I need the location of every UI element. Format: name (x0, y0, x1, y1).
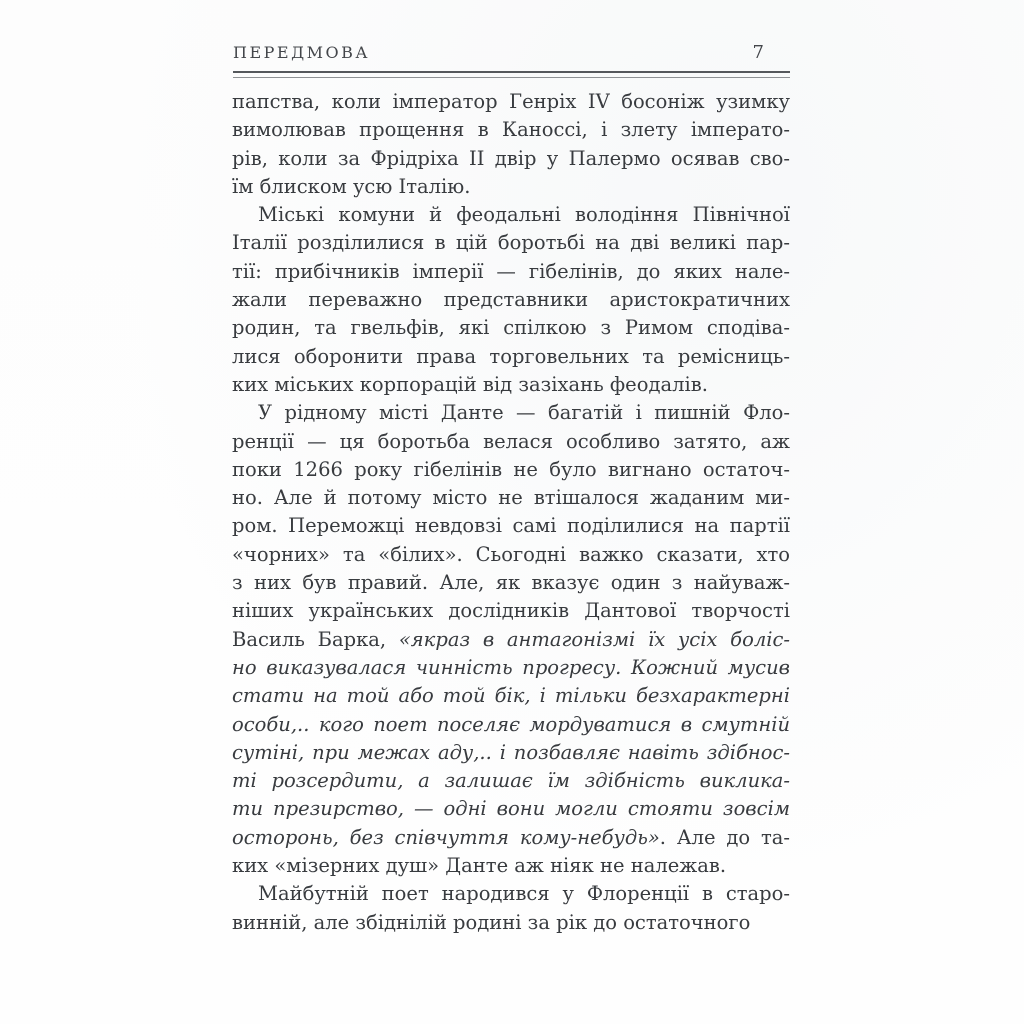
text-line (232, 428, 790, 456)
text-line (232, 399, 790, 427)
body-text: родин, та гвельфів, які спілкою з Римом сподіва- (232, 316, 790, 340)
paragraph (232, 880, 790, 937)
quote-text: ті розсердити, а залишає їм здібність виклика- (232, 769, 790, 793)
body-text: вимолював прощення в Каноссі, і злету імперато- (232, 118, 790, 142)
text-line (232, 484, 790, 512)
body-text: тії: прибічників імперії — гібелінів, до яких нале- (232, 259, 790, 283)
body-text: Майбутній поет народився у Флоренції в старо- (258, 882, 790, 906)
body-text: ренції — ця боротьба велася особливо затято, аж (232, 429, 790, 453)
text-line (232, 371, 790, 399)
text-line (232, 258, 790, 286)
body-text: ких «мізерних душ» Данте аж ніяк не належав. (232, 854, 727, 878)
body-text: лися оборонити права торговельних та ремісниць- (232, 344, 790, 368)
quote-text: «якраз в антагонізмі їх усіх боліс- (398, 627, 790, 651)
text-line (232, 145, 790, 173)
body-text: поки 1266 року гібелінів не було вигнано остаточ- (232, 457, 790, 481)
quote-text: осторонь, без співчуття кому-небудь» (232, 825, 660, 849)
body-text: ніших українських дослідників Дантової творчості (232, 599, 790, 623)
text-line (232, 314, 790, 342)
page-text (232, 88, 790, 937)
body-text: ких міських корпорацій від зазіхань феодалів. (232, 372, 708, 396)
body-text: їм блиском усю Італію. (232, 174, 471, 198)
running-head (233, 42, 790, 63)
quote-text: сутіні, при межах аду,.. і позбавляє навіть здібнос- (232, 740, 790, 764)
paragraph (232, 201, 790, 399)
text-line (232, 343, 790, 371)
body-text: рів, коли за Фрідріха II двір у Палермо осявав сво- (232, 146, 790, 170)
text-line (232, 795, 790, 823)
text-line (232, 739, 790, 767)
text-line (232, 512, 790, 540)
text-line (232, 88, 790, 116)
body-text: . Але до та- (659, 825, 790, 849)
body-text: «чорних» та «білих». Сьогодні важко сказати, хто (232, 542, 790, 566)
text-line (232, 286, 790, 314)
paragraph (232, 88, 790, 201)
text-line (232, 711, 790, 739)
text-line (232, 456, 790, 484)
text-line (232, 654, 790, 682)
text-line (232, 852, 790, 880)
quote-text: стати на той або той бік, і тільки безхарактерні (232, 684, 790, 708)
text-line (232, 767, 790, 795)
body-text: но. Але й потому місто не втішалося жаданим ми- (232, 486, 790, 510)
paragraph (232, 399, 790, 880)
body-text: Василь Барка, (232, 627, 399, 651)
header-rule (233, 71, 790, 78)
text-line (232, 909, 790, 937)
body-text: з них був правий. Але, як вказує один з найуваж- (232, 571, 790, 595)
body-text: Міські комуни й феодальні володіння Північної (258, 203, 790, 227)
text-line (232, 541, 790, 569)
body-text: жали переважно представники аристократичних (232, 288, 790, 312)
body-text: винній, але збіднілій родині за рік до остаточного (232, 910, 751, 934)
quote-text: но виказувалася чинність прогресу. Кожний мусив (232, 655, 790, 679)
text-line (232, 682, 790, 710)
text-line (232, 229, 790, 257)
body-text: У рідному місті Данте — багатій і пишній Фло- (258, 401, 790, 425)
text-line (232, 116, 790, 144)
text-line (232, 824, 790, 852)
text-line (232, 201, 790, 229)
body-text: папства, коли імператор Генріх IV босоніж узимку (232, 90, 790, 113)
text-line (232, 173, 790, 201)
chapter-title: ПЕРЕДМОВА (233, 43, 370, 62)
text-line (232, 569, 790, 597)
quote-text: особи,.. кого поет поселяє мордуватися в смутній (232, 712, 790, 736)
text-line (232, 626, 790, 654)
page-number: 7 (752, 42, 764, 63)
body-text: Італії розділилися в цій боротьбі на дві великі пар- (232, 231, 790, 255)
text-line (232, 597, 790, 625)
text-line (232, 880, 790, 908)
quote-text: ти презирство, — одні вони могли стояти зовсім (232, 797, 790, 821)
body-text: ром. Переможці невдовзі самі поділилися на партії (232, 514, 790, 538)
